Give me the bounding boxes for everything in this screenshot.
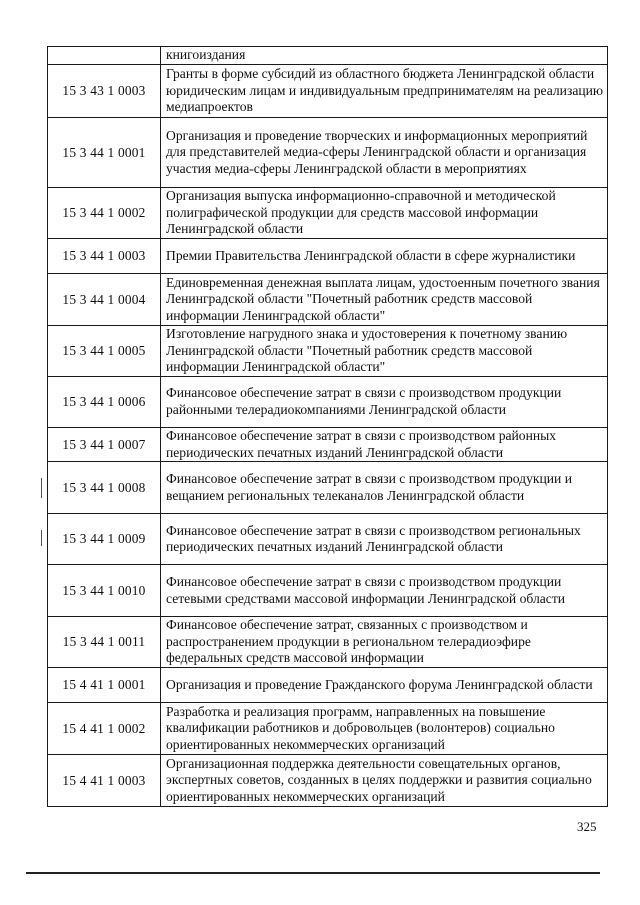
- description-cell: Финансовое обеспечение затрат в связи с производством продукции сетевыми средствами массовой информации Ленинградской области: [161, 565, 608, 617]
- table-row: [48, 188, 608, 239]
- code-cell: 15 3 44 1 0011: [48, 617, 161, 668]
- table-row: [48, 617, 608, 668]
- code-cell: 15 3 44 1 0008: [48, 462, 161, 514]
- table-row: [48, 514, 608, 565]
- table-row: [48, 239, 608, 274]
- budget-codes-table: [47, 46, 608, 807]
- table-row: [48, 565, 608, 617]
- scan-artifact-mark: [41, 530, 42, 546]
- description-cell: Финансовое обеспечение затрат в связи с производством региональных периодических печатных изданий Ленинградской области: [161, 514, 608, 565]
- table-row: [48, 326, 608, 377]
- table-row: [48, 274, 608, 326]
- description-cell: Финансовое обеспечение затрат в связи с производством районных периодических печатных изданий Ленинградской области: [161, 428, 608, 462]
- code-cell: 15 3 44 1 0002: [48, 188, 161, 239]
- description-cell: Изготовление нагрудного знака и удостоверения к почетному званию Ленинградской области "Почетный работник средств массовой информации Ленинградской области": [161, 326, 608, 377]
- code-cell: 15 3 44 1 0004: [48, 274, 161, 326]
- code-cell: 15 3 44 1 0006: [48, 377, 161, 428]
- code-cell: 15 4 41 1 0002: [48, 703, 161, 755]
- scan-artifact-mark: [41, 478, 42, 498]
- table-row: [48, 65, 608, 118]
- code-cell: 15 3 44 1 0005: [48, 326, 161, 377]
- description-cell: Финансовое обеспечение затрат, связанных с производством и распространением продукции в региональном телерадиоэфире федеральных средств массовой информации: [161, 617, 608, 668]
- description-cell: Гранты в форме субсидий из областного бюджета Ленинградской области юридическим лицам и индивидуальным предпринимателям на реализацию медиапроектов: [161, 65, 608, 118]
- description-cell: Единовременная денежная выплата лицам, удостоенным почетного звания Ленинградской области "Почетный работник средств массовой информации Ленинградской области": [161, 274, 608, 326]
- description-cell: Финансовое обеспечение затрат в связи с производством продукции районными телерадиокомпаниями Ленинградской области: [161, 377, 608, 428]
- description-cell: Финансовое обеспечение затрат в связи с производством продукции и вещанием региональных телеканалов Ленинградской области: [161, 462, 608, 514]
- code-cell: 15 3 44 1 0003: [48, 239, 161, 274]
- table-row: [48, 668, 608, 703]
- code-cell: 15 3 44 1 0009: [48, 514, 161, 565]
- table-row: [48, 462, 608, 514]
- table-row: [48, 118, 608, 188]
- code-cell: [48, 47, 161, 65]
- description-cell: Премии Правительства Ленинградской области в сфере журналистики: [161, 239, 608, 274]
- code-cell: 15 3 44 1 0001: [48, 118, 161, 188]
- code-cell: 15 4 41 1 0001: [48, 668, 161, 703]
- code-cell: 15 4 41 1 0003: [48, 755, 161, 807]
- code-cell: 15 3 44 1 0010: [48, 565, 161, 617]
- table-row: [48, 428, 608, 462]
- description-cell: Разработка и реализация программ, направленных на повышение квалификации работников и добровольцев (волонтеров) социально ориентированных некоммерческих организаций: [161, 703, 608, 755]
- description-cell: Организация и проведение творческих и информационных мероприятий для представителей медиа-сферы Ленинградской области и организация участия медиа-сферы Ленинградской области в мероприятиях: [161, 118, 608, 188]
- table-row: [48, 703, 608, 755]
- description-cell: Организационная поддержка деятельности совещательных органов, экспертных советов, созданных в целях поддержки и развития социально ориентированных некоммерческих организаций: [161, 755, 608, 807]
- description-cell: Организация и проведение Гражданского форума Ленинградской области: [161, 668, 608, 703]
- description-cell: книгоиздания: [161, 47, 608, 65]
- page-number: 325: [577, 819, 597, 834]
- code-cell: 15 3 43 1 0003: [48, 65, 161, 118]
- table-row: [48, 47, 608, 65]
- description-cell: Организация выпуска информационно-справочной и методической полиграфической продукции для средств массовой информации Ленинградской области: [161, 188, 608, 239]
- table-row: [48, 377, 608, 428]
- table-row: [48, 755, 608, 807]
- code-cell: 15 3 44 1 0007: [48, 428, 161, 462]
- page-bottom-rule: [26, 872, 600, 874]
